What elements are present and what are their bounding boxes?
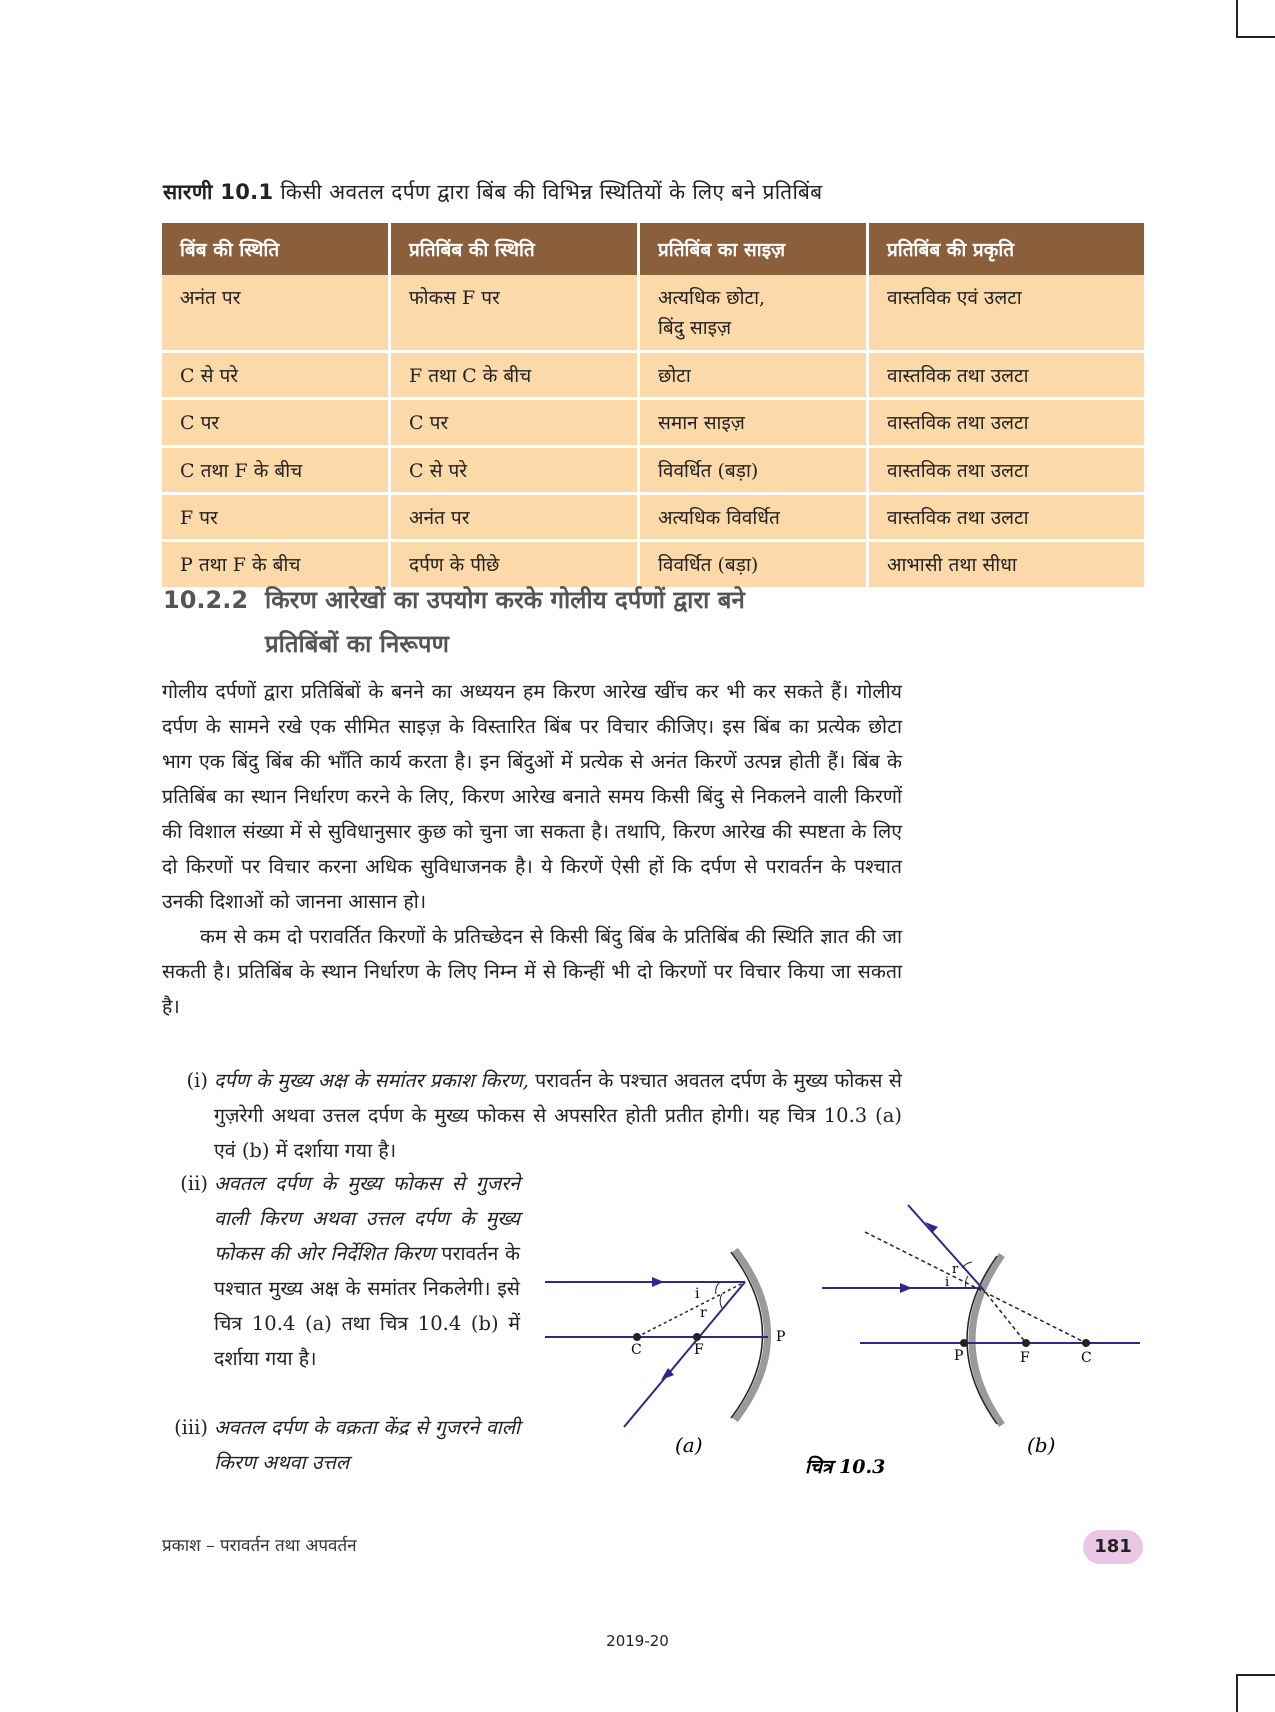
label-c-a: C (631, 1342, 642, 1358)
table-cell: छोटा (639, 351, 868, 398)
table-cell: वास्तविक तथा उलटा (868, 446, 1145, 493)
section-title-line1: किरण आरेखों का उपयोग करके गोलीय दर्पणों द्वारा बने (265, 586, 745, 614)
table-cell: दर्पण के पीछे (390, 541, 639, 588)
label-r-a: r (700, 1305, 707, 1321)
normal-line-a (637, 1282, 745, 1337)
table-cell: C पर (162, 399, 390, 446)
table-cell: अत्यधिक विवर्धित (639, 493, 868, 540)
edition-year: 2019-20 (606, 1632, 669, 1650)
table-cell: C से परे (390, 446, 639, 493)
header-image-size: प्रतिबिंब का साइज़ (639, 223, 868, 275)
figure-sub-a: (a) (675, 1433, 703, 1457)
list-item-italic: दर्पण के मुख्य अक्ष के समांतर प्रकाश किरण, (214, 1069, 529, 1092)
section-title-line2: प्रतिबिंबों का निरूपण (265, 630, 449, 658)
table-cell: विवर्धित (बड़ा) (639, 541, 868, 588)
angle-arc (716, 1282, 720, 1294)
table-cell: वास्तविक एवं उलटा (868, 275, 1145, 351)
list-item-italic: अवतल दर्पण के वक्रता केंद्र से गुजरने वाली किरण अथवा उत्तल (214, 1416, 520, 1474)
header-object-position: बिंब की स्थिति (162, 223, 390, 275)
list-item-text: परावर्तन के पश्चात मुख्य अक्ष के समांतर निकलेगी। इसे चित्र 10.4 (a) तथा चित्र 10.4 (b) में दर्शाया गया है। (214, 1242, 520, 1370)
angle-arc (965, 1276, 968, 1288)
label-i-a: i (695, 1286, 700, 1302)
figure-b-convex-mirror (822, 1205, 1140, 1457)
list-item-italic: अवतल दर्पण के मुख्य फोकस से गुजरने वाली किरण अथवा उत्तल दर्पण के मुख्य फोकस की ओर निर्देशित किरण (214, 1172, 520, 1265)
list-item-text: परावर्तन के पश्चात अवतल दर्पण के मुख्य फोकस से गुज़रेगी अथवा उत्तल दर्पण के मुख्य फोकस से अपसरित होती प्रतीत होगी। यह चित्र 10.3 (a) एवं (b) में दर्शाया गया है। (214, 1069, 902, 1162)
table-cell: C से परे (162, 351, 390, 398)
header-image-nature: प्रतिबिंब की प्रकृति (868, 223, 1145, 275)
table-cell: समान साइज़ (639, 399, 868, 446)
label-p-b: P (954, 1348, 964, 1364)
table-cell: वास्तविक तथा उलटा (868, 493, 1145, 540)
virtual-ray-to-f (982, 1288, 1026, 1343)
table-cell: वास्तविक तथा उलटा (868, 351, 1145, 398)
cell-line: अत्यधिक छोटा, (658, 287, 766, 309)
table-cell: फोकस F पर (390, 275, 639, 351)
point-f-b (1022, 1339, 1030, 1347)
table-caption-label: सारणी 10.1 (163, 180, 274, 204)
paragraph: कम से कम दो परावर्तित किरणों के प्रतिच्छेदन से किसी बिंदु बिंब के प्रतिबिंब की स्थिति ज्ञात की जा सकती है। प्रतिबिंब के स्थान निर्धारण के लिए निम्न में से किन्हीं भी दो किरणों पर विचार किया जा सकता है। (162, 925, 902, 1018)
table-cell: C पर (390, 399, 639, 446)
table-caption-text: किसी अवतल दर्पण द्वारा बिंब की विभिन्न स्थितियों के लिए बने प्रतिबिंब (280, 180, 823, 204)
point-f-a (693, 1333, 701, 1341)
list-item-label: (ii) (180, 1172, 208, 1195)
table-cell: F पर (162, 493, 390, 540)
label-p-a: P (776, 1329, 786, 1345)
header-image-position: प्रतिबिंब की स्थिति (390, 223, 639, 275)
paragraph: गोलीय दर्पणों द्वारा प्रतिबिंबों के बनने का अध्ययन हम किरण आरेख खींच कर भी कर सकते हैं। गोलीय दर्पण के सामने रखे एक सीमित साइज़ के विस्तारित बिंब पर विचार कीजिए। इस बिंब का प्रत्येक छोटा भाग एक बिंदु बिंब की भाँति कार्य करता है। इन बिंदुओं में प्रत्येक से अनंत किरणें उत्पन्न होती हैं। बिंब के प्रतिबिंब का स्थान निर्धारण करने के लिए, किरण आरेख बनाते समय किसी बिंदु से निकलने वाली किरणों की विशाल संख्या में से सुविधानुसार कुछ को चुना जा सकता है। तथापि, किरण आरेख की स्पष्टता के लिए दो किरणों पर विचार करना अधिक सुविधाजनक है। ये किरणें ऐसी हों कि दर्पण से परावर्तन के पश्चात उनकी दिशाओं को जानना आसान हो। (162, 680, 902, 913)
angle-arc (720, 1294, 722, 1308)
chapter-footer: प्रकाश – परावर्तन तथा अपवर्तन (162, 1536, 357, 1556)
table-cell: अनंत पर (162, 275, 390, 351)
list-item-label: (iii) (174, 1416, 208, 1439)
table-cell: अनंत पर (390, 493, 639, 540)
point-c-b (1082, 1339, 1090, 1347)
figure-sub-b: (b) (1027, 1433, 1056, 1457)
cell-line: बिंदु साइज़ (658, 317, 732, 340)
table-cell: विवर्धित (बड़ा) (639, 446, 868, 493)
figure-caption: चित्र 10.3 (805, 1456, 886, 1478)
reflected-ray-a (624, 1282, 745, 1427)
label-i-b: i (945, 1275, 950, 1290)
table-cell: C तथा F के बीच (162, 446, 390, 493)
table-cell: आभासी तथा सीधा (868, 541, 1145, 588)
arrow-head (900, 1283, 912, 1293)
point-c-a (633, 1333, 641, 1341)
point-p-b (960, 1339, 968, 1347)
label-f-a: F (694, 1342, 704, 1358)
list-item-label: (i) (186, 1069, 208, 1092)
arrow-head (652, 1277, 664, 1287)
label-c-b: C (1081, 1350, 1092, 1366)
section-number: 10.2.2 (163, 586, 249, 614)
table-cell: F तथा C के बीच (390, 351, 639, 398)
figure-a-concave-mirror (545, 1250, 785, 1457)
concave-mirror-line (731, 1252, 763, 1418)
table-cell: P तथा F के बीच (162, 541, 390, 588)
label-f-b: F (1020, 1350, 1030, 1366)
page-number-badge: 181 (1083, 1530, 1143, 1564)
label-r-b: r (952, 1262, 959, 1277)
table-cell: वास्तविक तथा उलटा (868, 399, 1145, 446)
